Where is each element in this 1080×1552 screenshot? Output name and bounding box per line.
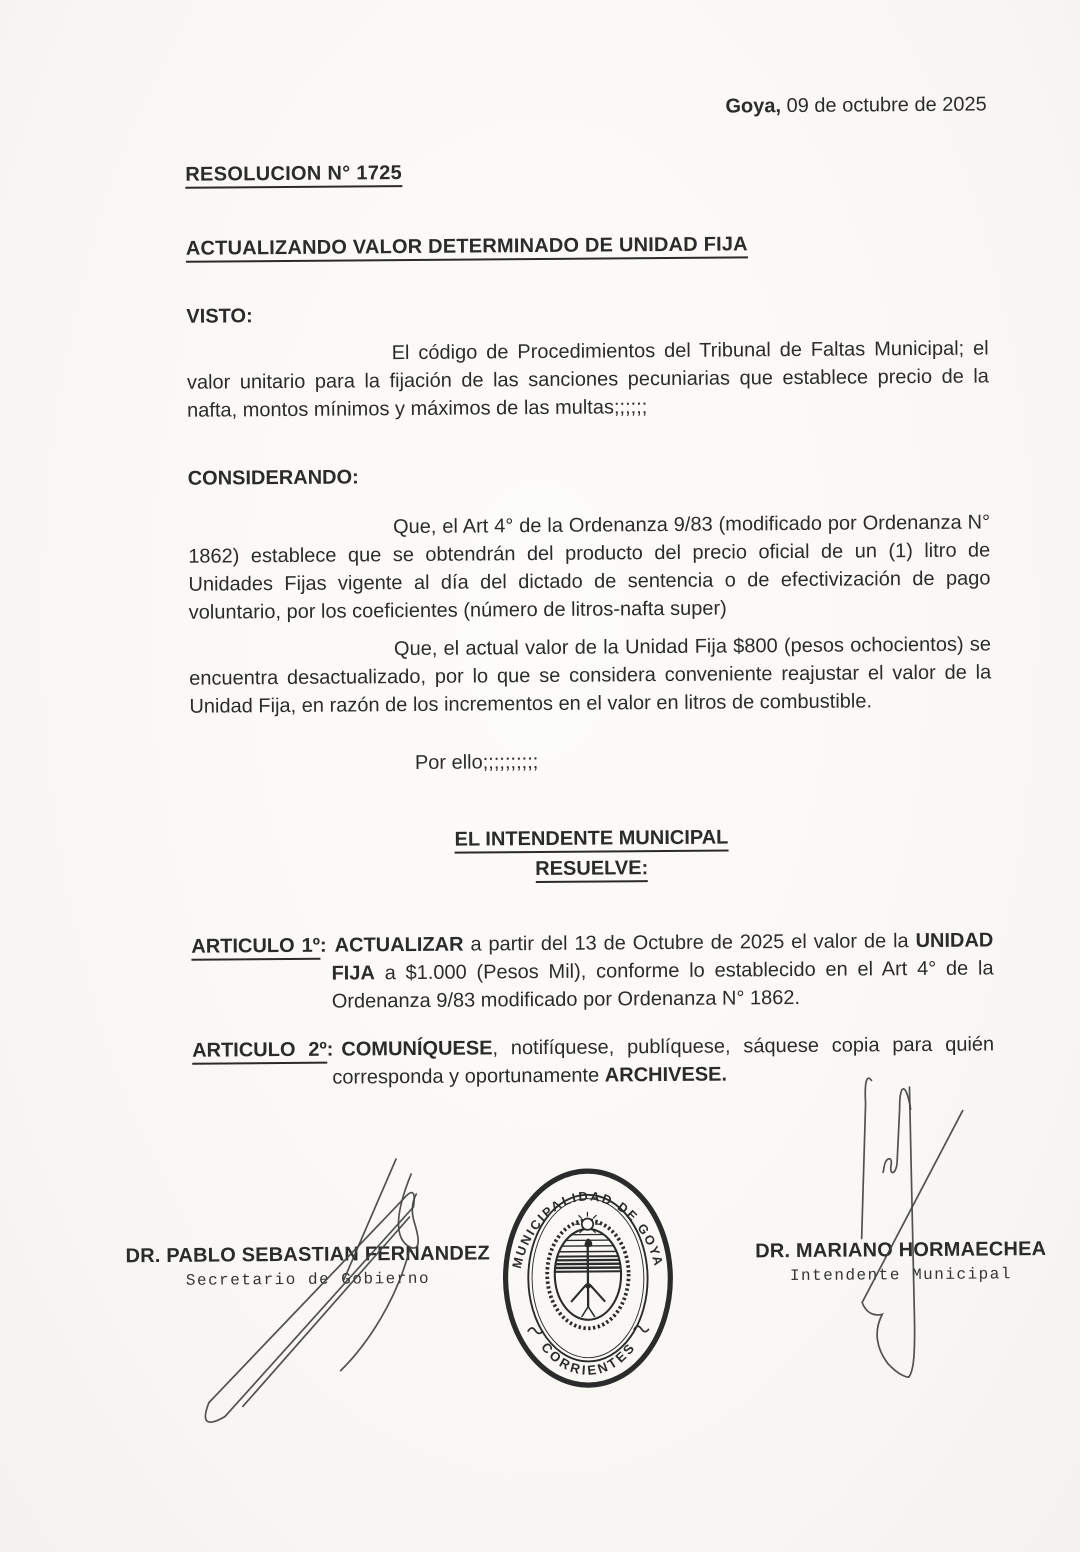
signatory-right-title: Intendente Municipal (789, 1265, 1013, 1286)
signatory-right-name: DR. MARIANO HORMAECHEA (755, 1238, 1047, 1263)
signatory-left (122, 1241, 494, 1291)
resolve-heading (190, 820, 992, 886)
resolve-heading-line1: EL INTENDENTE MUNICIPAL (455, 827, 729, 854)
seal-bottom-text: CORRIENTES (538, 1338, 639, 1379)
articulo-2: ARTICULO 2º: COMUNÍQUESE, notifíquese, publíquese, sáquese copia para quién corresponda y oportunamente ARCHIVESE. (192, 1033, 995, 1089)
visto-label: VISTO: (186, 305, 253, 328)
articulo-2-label: ARTICULO 2º: (192, 1039, 333, 1062)
signatory-left-title: Secretario de Gobierno (185, 1269, 431, 1290)
considerando-paragraph-1: Que, el Art 4° de la Ordenanza 9/83 (modificado por Ordenanza N° 1862) establece que se obtendrán del producto del precio oficial de un (1) litro de Unidades Fijas vigente al día del dictado de sentencia o de efectivización de pago voluntario, por los coeficientes (número de litros-nafta super) (188, 511, 991, 624)
articulo-1: ARTICULO 1º: ACTUALIZAR a partir del 13 de Octubre de 2025 el valor de la UNIDAD FIJA a $1.000 (Pesos Mil), conforme lo establecido en el Art 4° de la Ordenanza 9/83 modificado por Ordenanza N° 1862. (191, 929, 994, 1013)
document-title: ACTUALIZANDO VALOR DETERMINADO DE UNIDAD FIJA (186, 228, 988, 262)
date-value: 09 de octubre de 2025 (780, 93, 987, 118)
articulo-2-keyword: COMUNÍQUESE (341, 1037, 493, 1061)
articulo-1-keyword: ACTUALIZAR (334, 933, 464, 957)
municipality-seal-icon (497, 1162, 679, 1394)
signatory-left-name: DR. PABLO SEBASTIAN FERNANDEZ (125, 1242, 490, 1268)
resolve-heading-line2: RESUELVE: (535, 857, 648, 883)
por-ello-line: Por ello;;;;;;;;;; (414, 751, 539, 774)
visto-paragraph: El código de Procedimientos del Tribunal de Faltas Municipal; el valor unitario para la fijación de las sanciones pecuniarias que establece precio de la nafta, montos mínimos y máximos de las multas;;;;;; (186, 337, 989, 422)
signatory-right (736, 1237, 1066, 1287)
articulo-2-keyword-2: ARCHIVESE. (604, 1063, 728, 1087)
seal-top-text: MUNICIPALIDAD DE GOYA (508, 1188, 667, 1270)
articulo-1-label: ARTICULO 1º: (191, 935, 326, 958)
articulo-1-keyword-2: UNIDAD FIJA (331, 929, 994, 985)
resolution-number: RESOLUCION N° 1725 (185, 154, 987, 188)
date-place: Goya, (725, 95, 782, 118)
considerando-label: CONSIDERANDO: (187, 466, 359, 490)
considerando-paragraph-2: Que, el actual valor de la Unidad Fija $800 (pesos ochocientos) se encuentra desactualizado, por lo que se considera conveniente reajustar el valor de la Unidad Fija, en razón de los incrementos en el valor en litros de combustible. (189, 633, 992, 718)
document-body (0, 90, 1080, 1094)
date-line (185, 90, 987, 124)
